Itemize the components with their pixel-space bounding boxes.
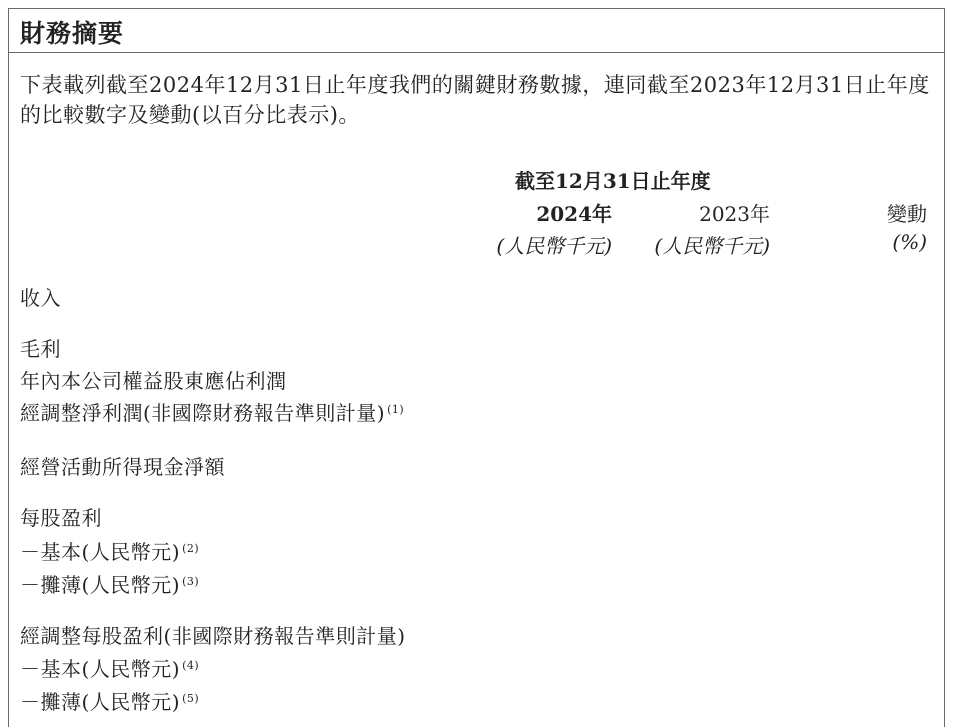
title-divider	[9, 52, 944, 53]
row-label: 經調整每股盈利(非國際財務報告準則計量)	[20, 624, 406, 648]
row-label: 收入	[20, 286, 61, 310]
row-label: －基本(人民幣元) $^{(4)}$	[20, 657, 200, 681]
row-label: －攤薄(人民幣元) $^{(5)}$	[20, 690, 200, 714]
col-change-header: 變動	[887, 202, 927, 226]
col-2024-header: 2024年	[536, 202, 612, 226]
row-label: 毛利	[20, 337, 61, 361]
col-2024-unit: (人民幣千元)	[496, 234, 612, 258]
row-label: 每股盈利	[20, 506, 102, 530]
col-change-unit: (%)	[892, 230, 927, 254]
col-2023-header: 2023年	[699, 202, 770, 226]
row-label: －攤薄(人民幣元) $^{(3)}$	[20, 573, 200, 597]
row-label: －基本(人民幣元) $^{(2)}$	[20, 540, 200, 564]
row-label: 經調整淨利潤(非國際財務報告準則計量) $^{(1)}$	[20, 401, 405, 425]
intro-paragraph: 下表載列截至2024年12月31日止年度我們的關鍵財務數據，連同截至2023年12月31日止年度的比較數字及變動(以百分比表示)。	[20, 73, 930, 127]
col-2023-unit: (人民幣千元)	[654, 234, 770, 258]
row-label: 經營活動所得現金淨額	[20, 455, 225, 479]
period-header: 截至12月31日止年度	[515, 169, 711, 193]
row-label: 年內本公司權益股東應佔利潤	[20, 369, 287, 393]
section-title: 財務摘要	[20, 19, 125, 48]
